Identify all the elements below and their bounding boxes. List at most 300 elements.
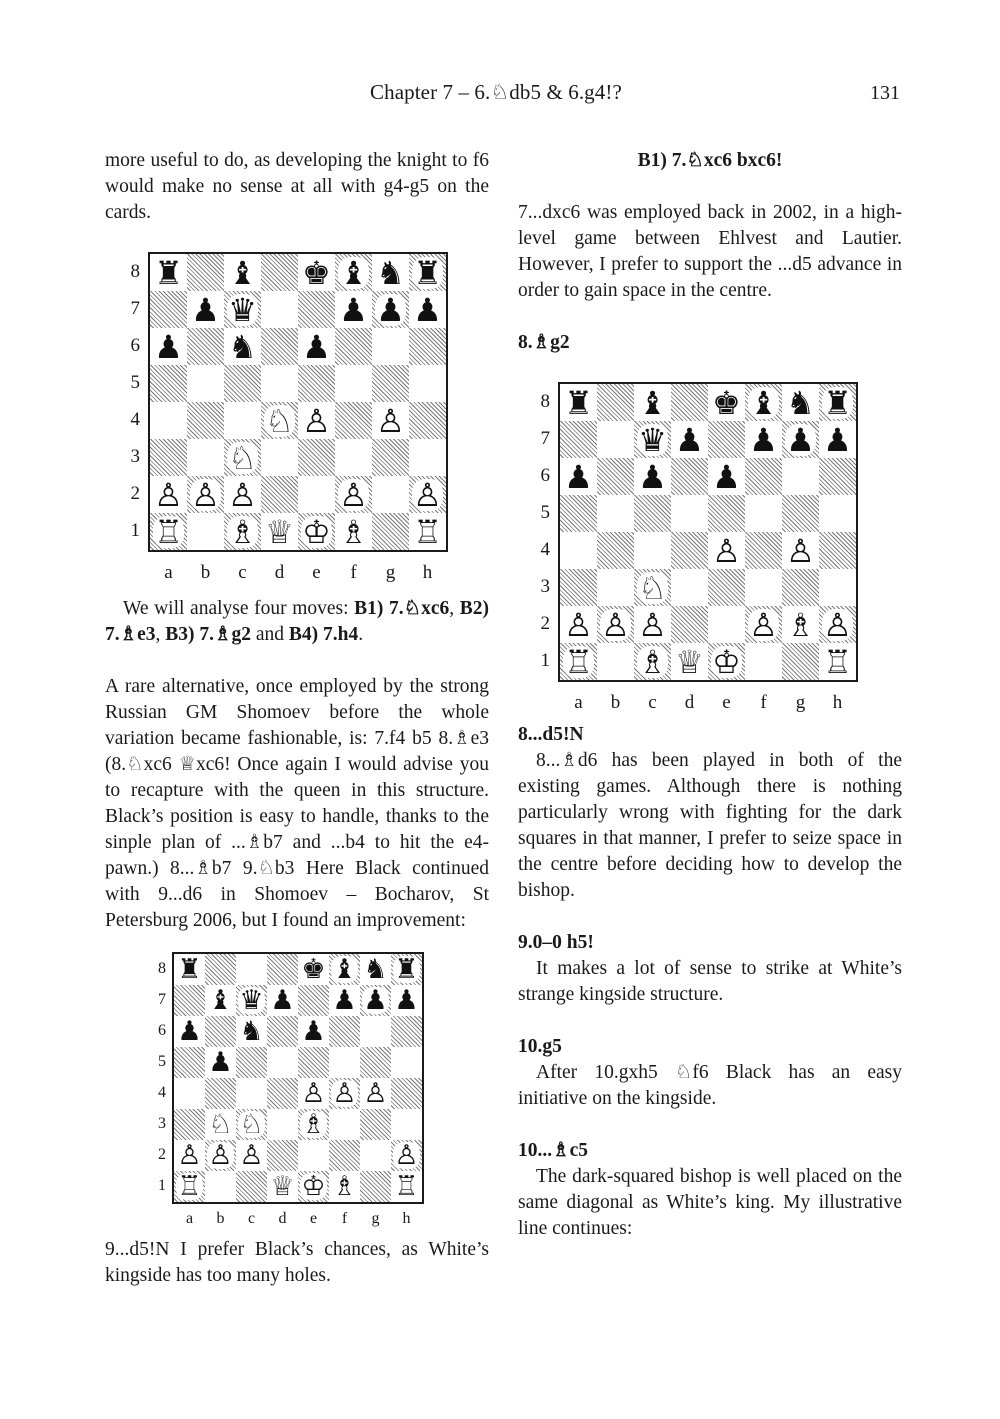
square-d7 <box>267 985 298 1016</box>
square-a8 <box>174 954 205 985</box>
black-knight-icon: ♞ <box>376 253 405 292</box>
square-e8 <box>708 384 745 421</box>
square-f5 <box>335 365 372 402</box>
white-queen-icon: ♕ <box>270 1171 295 1202</box>
file-label: b <box>200 562 211 583</box>
white-bishop-icon: ♗ <box>228 512 257 551</box>
white-pawn-icon: ♙ <box>638 605 667 644</box>
square-d4 <box>261 402 298 439</box>
chessboard <box>148 252 448 552</box>
white-queen-icon: ♕ <box>265 512 294 551</box>
square-h2 <box>819 606 856 643</box>
white-king-icon: ♔ <box>712 642 741 681</box>
square-c5 <box>236 1047 267 1078</box>
white-queen-icon: ♕ <box>675 642 704 681</box>
square-g5 <box>372 365 409 402</box>
white-pawn-icon: ♙ <box>177 1140 202 1171</box>
paragraph: 8...♗d6 has been played in both of the existing games. Although there is nothing particularly wrong with fighting for the dark squares in that manner, I prefer to seize space in the centre before deciding how to develop the bishop. <box>518 750 902 901</box>
black-rook-icon: ♜ <box>177 954 202 985</box>
square-h1 <box>409 513 446 550</box>
square-g6 <box>372 328 409 365</box>
square-e7 <box>298 291 335 328</box>
square-c3 <box>224 439 261 476</box>
square-h6 <box>409 328 446 365</box>
black-knight-icon: ♞ <box>363 954 388 985</box>
file-label: g <box>795 692 806 713</box>
square-a3 <box>560 569 597 606</box>
square-b6 <box>597 458 634 495</box>
square-d2 <box>261 476 298 513</box>
square-a2 <box>560 606 597 643</box>
black-pawn-icon: ♟ <box>638 457 667 496</box>
square-b7 <box>205 985 236 1016</box>
square-b5 <box>205 1047 236 1078</box>
square-e5 <box>298 365 335 402</box>
square-f7 <box>335 291 372 328</box>
paragraph: more useful to do, as developing the knight to f6 would make no sense at all with g4-g5 on the cards. <box>105 150 489 223</box>
rank-label: 7 <box>540 428 550 449</box>
white-pawn-icon: ♙ <box>712 531 741 570</box>
square-g8 <box>360 954 391 985</box>
square-d5 <box>261 365 298 402</box>
square-e4 <box>298 1078 329 1109</box>
black-king-icon: ♚ <box>301 954 326 985</box>
black-queen-icon: ♛ <box>638 420 667 459</box>
black-bishop-icon: ♝ <box>339 253 368 292</box>
file-label: c <box>247 1210 256 1227</box>
white-pawn-icon: ♙ <box>564 605 593 644</box>
square-e1 <box>298 513 335 550</box>
file-label: e <box>309 1210 318 1227</box>
black-pawn-icon: ♟ <box>675 420 704 459</box>
rank-label: 8 <box>130 261 140 282</box>
square-c4 <box>634 532 671 569</box>
square-h2 <box>409 476 446 513</box>
white-pawn-icon: ♙ <box>601 605 630 644</box>
white-bishop-icon: ♗ <box>301 1109 326 1140</box>
square-c1 <box>224 513 261 550</box>
square-a1 <box>560 643 597 680</box>
square-g5 <box>782 495 819 532</box>
black-pawn-icon: ♟ <box>332 985 357 1016</box>
move-heading: 9.0–0 h5! <box>518 932 594 953</box>
square-h5 <box>409 365 446 402</box>
square-d6 <box>261 328 298 365</box>
white-king-icon: ♔ <box>302 512 331 551</box>
square-f5 <box>745 495 782 532</box>
square-e7 <box>708 421 745 458</box>
square-e1 <box>298 1171 329 1202</box>
square-g2 <box>782 606 819 643</box>
square-h7 <box>391 985 422 1016</box>
square-a8 <box>560 384 597 421</box>
square-c8 <box>634 384 671 421</box>
move-heading: 8...d5!N <box>518 724 584 745</box>
paragraph: 9...d5!N I prefer Black’s chances, as White’s kingside has too many holes. <box>105 1239 489 1286</box>
right-text-2 <box>518 722 902 1242</box>
black-queen-icon: ♛ <box>228 290 257 329</box>
square-e2 <box>298 1140 329 1171</box>
square-a4 <box>174 1078 205 1109</box>
black-pawn-icon: ♟ <box>376 290 405 329</box>
left-text-1 <box>105 148 489 226</box>
square-b2 <box>187 476 224 513</box>
white-knight-icon: ♘ <box>239 1109 264 1140</box>
square-d7 <box>671 421 708 458</box>
square-f8 <box>745 384 782 421</box>
running-head: Chapter 7 – 6.♘db5 & 6.g4!? <box>370 80 622 104</box>
square-a1 <box>150 513 187 550</box>
square-b5 <box>597 495 634 532</box>
black-pawn-icon: ♟ <box>191 290 220 329</box>
white-knight-icon: ♘ <box>228 438 257 477</box>
file-label: g <box>385 562 396 583</box>
black-pawn-icon: ♟ <box>363 985 388 1016</box>
square-g1 <box>360 1171 391 1202</box>
square-f5 <box>329 1047 360 1078</box>
square-d8 <box>261 254 298 291</box>
square-a2 <box>150 476 187 513</box>
white-rook-icon: ♖ <box>177 1171 202 1202</box>
black-pawn-icon: ♟ <box>564 457 593 496</box>
square-d8 <box>671 384 708 421</box>
square-a5 <box>174 1047 205 1078</box>
file-label: h <box>832 692 843 713</box>
black-king-icon: ♚ <box>302 253 331 292</box>
white-rook-icon: ♖ <box>154 512 183 551</box>
square-b8 <box>205 954 236 985</box>
square-f4 <box>335 402 372 439</box>
square-c2 <box>634 606 671 643</box>
square-f6 <box>335 328 372 365</box>
square-f4 <box>745 532 782 569</box>
square-f7 <box>329 985 360 1016</box>
square-h5 <box>391 1047 422 1078</box>
move-heading: 8.♗g2 <box>518 332 570 353</box>
file-label: f <box>760 692 767 713</box>
square-e1 <box>708 643 745 680</box>
left-text-2 <box>105 596 489 934</box>
square-c6 <box>224 328 261 365</box>
file-label: e <box>722 692 731 713</box>
white-rook-icon: ♖ <box>394 1171 419 1202</box>
square-h3 <box>391 1109 422 1140</box>
square-h4 <box>391 1078 422 1109</box>
square-d1 <box>671 643 708 680</box>
square-g6 <box>782 458 819 495</box>
black-knight-icon: ♞ <box>239 1016 264 1047</box>
square-d2 <box>671 606 708 643</box>
move-b2: B2) 7.♗e3 <box>105 598 490 645</box>
square-d7 <box>261 291 298 328</box>
white-pawn-icon: ♙ <box>154 475 183 514</box>
square-d3 <box>267 1109 298 1140</box>
white-pawn-icon: ♙ <box>228 475 257 514</box>
square-b1 <box>205 1171 236 1202</box>
black-rook-icon: ♜ <box>394 954 419 985</box>
white-pawn-icon: ♙ <box>363 1078 388 1109</box>
white-pawn-icon: ♙ <box>301 1078 326 1109</box>
square-c4 <box>224 402 261 439</box>
white-bishop-icon: ♗ <box>332 1171 357 1202</box>
rank-label: 7 <box>130 298 140 319</box>
square-e8 <box>298 254 335 291</box>
black-pawn-icon: ♟ <box>177 1016 202 1047</box>
paragraph-moves: We will analyse four moves: B1) 7.♘xc6, B2) 7.♗e3, B3) 7.♗g2 and B4) 7.h4. <box>105 598 490 645</box>
square-b3 <box>597 569 634 606</box>
white-knight-icon: ♘ <box>638 568 667 607</box>
chessboard <box>558 382 858 682</box>
square-f8 <box>329 954 360 985</box>
file-label: b <box>610 692 621 713</box>
black-bishop-icon: ♝ <box>638 383 667 422</box>
square-b4 <box>597 532 634 569</box>
file-label: f <box>350 562 357 583</box>
rank-label: 4 <box>130 409 140 430</box>
square-b3 <box>205 1109 236 1140</box>
square-a7 <box>174 985 205 1016</box>
square-d6 <box>671 458 708 495</box>
square-f7 <box>745 421 782 458</box>
square-e5 <box>708 495 745 532</box>
white-pawn-icon: ♙ <box>191 475 220 514</box>
square-h3 <box>409 439 446 476</box>
file-label: b <box>216 1210 225 1227</box>
rank-label: 6 <box>540 465 550 486</box>
square-c5 <box>634 495 671 532</box>
square-f6 <box>745 458 782 495</box>
file-label: a <box>185 1210 194 1227</box>
square-a4 <box>150 402 187 439</box>
section-heading: B1) 7.♘xc6 bxc6! <box>637 150 783 171</box>
rank-label: 4 <box>540 539 550 560</box>
black-pawn-icon: ♟ <box>712 457 741 496</box>
square-f1 <box>335 513 372 550</box>
white-king-icon: ♔ <box>301 1171 326 1202</box>
black-pawn-icon: ♟ <box>394 985 419 1016</box>
square-f3 <box>329 1109 360 1140</box>
square-h6 <box>391 1016 422 1047</box>
square-h3 <box>819 569 856 606</box>
square-c7 <box>224 291 261 328</box>
chessboard <box>172 952 424 1204</box>
square-b2 <box>205 1140 236 1171</box>
square-a2 <box>174 1140 205 1171</box>
file-label: a <box>164 562 173 583</box>
square-c4 <box>236 1078 267 1109</box>
square-e4 <box>708 532 745 569</box>
square-c8 <box>224 254 261 291</box>
square-e4 <box>298 402 335 439</box>
square-f1 <box>329 1171 360 1202</box>
square-h4 <box>409 402 446 439</box>
square-a5 <box>150 365 187 402</box>
move-b3: B3) 7.♗g2 <box>165 624 251 645</box>
square-e7 <box>298 985 329 1016</box>
square-b7 <box>597 421 634 458</box>
square-b3 <box>187 439 224 476</box>
square-f1 <box>745 643 782 680</box>
square-e6 <box>298 1016 329 1047</box>
black-pawn-icon: ♟ <box>749 420 778 459</box>
black-pawn-icon: ♟ <box>302 327 331 366</box>
square-f6 <box>329 1016 360 1047</box>
square-d5 <box>671 495 708 532</box>
square-e3 <box>298 439 335 476</box>
square-f2 <box>335 476 372 513</box>
rank-label: 5 <box>130 372 140 393</box>
paragraph: It makes a lot of sense to strike at White’s strange kingside structure. <box>518 958 902 1005</box>
square-b1 <box>597 643 634 680</box>
square-d5 <box>267 1047 298 1078</box>
square-e6 <box>298 328 335 365</box>
square-e3 <box>298 1109 329 1140</box>
rank-label: 2 <box>158 1145 166 1163</box>
square-g4 <box>782 532 819 569</box>
rank-label: 5 <box>540 502 550 523</box>
square-h1 <box>819 643 856 680</box>
rank-label: 8 <box>158 959 166 977</box>
file-label: d <box>684 692 695 713</box>
white-bishop-icon: ♗ <box>339 512 368 551</box>
square-h6 <box>819 458 856 495</box>
square-a8 <box>150 254 187 291</box>
square-c7 <box>634 421 671 458</box>
square-g3 <box>360 1109 391 1140</box>
move-heading: 10...♗c5 <box>518 1140 589 1161</box>
square-f4 <box>329 1078 360 1109</box>
black-pawn-icon: ♟ <box>786 420 815 459</box>
square-a6 <box>560 458 597 495</box>
black-bishop-icon: ♝ <box>332 954 357 985</box>
square-g7 <box>782 421 819 458</box>
black-queen-icon: ♛ <box>239 985 264 1016</box>
square-g4 <box>372 402 409 439</box>
rank-label: 1 <box>130 520 140 541</box>
rank-label: 2 <box>130 483 140 504</box>
file-label: c <box>238 562 247 583</box>
rank-label: 1 <box>158 1176 166 1194</box>
white-pawn-icon: ♙ <box>394 1140 419 1171</box>
white-pawn-icon: ♙ <box>208 1140 233 1171</box>
square-f2 <box>329 1140 360 1171</box>
square-g2 <box>372 476 409 513</box>
black-bishop-icon: ♝ <box>208 985 233 1016</box>
square-d2 <box>267 1140 298 1171</box>
square-c5 <box>224 365 261 402</box>
white-rook-icon: ♖ <box>823 642 852 681</box>
square-g2 <box>360 1140 391 1171</box>
square-a1 <box>174 1171 205 1202</box>
square-d4 <box>267 1078 298 1109</box>
square-c2 <box>224 476 261 513</box>
white-pawn-icon: ♙ <box>239 1140 264 1171</box>
square-g1 <box>782 643 819 680</box>
square-c6 <box>236 1016 267 1047</box>
square-e5 <box>298 1047 329 1078</box>
file-label: e <box>312 562 321 583</box>
rank-label: 6 <box>158 1021 166 1039</box>
square-d3 <box>261 439 298 476</box>
square-b7 <box>187 291 224 328</box>
black-pawn-icon: ♟ <box>339 290 368 329</box>
square-a6 <box>174 1016 205 1047</box>
white-pawn-icon: ♙ <box>786 531 815 570</box>
rank-label: 6 <box>130 335 140 356</box>
move-b1: B1) 7.♘xc6 <box>354 598 450 619</box>
square-g8 <box>782 384 819 421</box>
square-c3 <box>634 569 671 606</box>
white-pawn-icon: ♙ <box>339 475 368 514</box>
square-d8 <box>267 954 298 985</box>
square-g1 <box>372 513 409 550</box>
white-bishop-icon: ♗ <box>638 642 667 681</box>
white-pawn-icon: ♙ <box>376 401 405 440</box>
page-number: 131 <box>870 82 900 104</box>
black-pawn-icon: ♟ <box>270 985 295 1016</box>
square-g8 <box>372 254 409 291</box>
black-pawn-icon: ♟ <box>823 420 852 459</box>
black-knight-icon: ♞ <box>228 327 257 366</box>
square-b4 <box>205 1078 236 1109</box>
white-pawn-icon: ♙ <box>413 475 442 514</box>
square-a4 <box>560 532 597 569</box>
square-e3 <box>708 569 745 606</box>
square-c2 <box>236 1140 267 1171</box>
white-pawn-icon: ♙ <box>332 1078 357 1109</box>
square-h7 <box>819 421 856 458</box>
square-b6 <box>205 1016 236 1047</box>
square-h1 <box>391 1171 422 1202</box>
square-c1 <box>236 1171 267 1202</box>
square-b1 <box>187 513 224 550</box>
square-g6 <box>360 1016 391 1047</box>
black-knight-icon: ♞ <box>786 383 815 422</box>
white-rook-icon: ♖ <box>413 512 442 551</box>
file-label: a <box>574 692 583 713</box>
square-a5 <box>560 495 597 532</box>
square-b8 <box>187 254 224 291</box>
square-f2 <box>745 606 782 643</box>
square-f3 <box>745 569 782 606</box>
square-b4 <box>187 402 224 439</box>
black-bishop-icon: ♝ <box>228 253 257 292</box>
paragraph: 7...dxc6 was employed back in 2002, in a high-level game between Ehlvest and Lautier. However, I prefer to support the ...d5 advance in order to gain space in the centre. <box>518 202 902 301</box>
square-d1 <box>261 513 298 550</box>
square-d3 <box>671 569 708 606</box>
white-knight-icon: ♘ <box>265 401 294 440</box>
black-rook-icon: ♜ <box>564 383 593 422</box>
square-g3 <box>782 569 819 606</box>
file-label: d <box>278 1210 287 1227</box>
rank-label: 2 <box>540 613 550 634</box>
black-rook-icon: ♜ <box>154 253 183 292</box>
black-pawn-icon: ♟ <box>208 1047 233 1078</box>
square-b6 <box>187 328 224 365</box>
paragraph: A rare alternative, once employed by the strong Russian GM Shomoev before the whole variation became fashionable, is: 7.f4 b5 8.♗e3 (8.♘xc6 ♕xc6! Once again I would advise you to recapture with the queen in this structure. Black’s position is easy to handle, thanks to the sinple plan of ...♗b7 and ...b4 to hit the e4-pawn.) 8...♗b7 9.♘b3 Here Black continued with 9...d6 in Shomoev – Bocharov, St Petersburg 2006, but I found an improvement: <box>105 676 489 931</box>
square-h2 <box>391 1140 422 1171</box>
file-label: d <box>274 562 285 583</box>
right-text-1 <box>518 148 902 356</box>
white-pawn-icon: ♙ <box>749 605 778 644</box>
rank-label: 5 <box>158 1052 166 1070</box>
square-h4 <box>819 532 856 569</box>
rank-label: 3 <box>158 1114 166 1132</box>
square-f3 <box>335 439 372 476</box>
square-g7 <box>372 291 409 328</box>
white-pawn-icon: ♙ <box>823 605 852 644</box>
square-e2 <box>708 606 745 643</box>
